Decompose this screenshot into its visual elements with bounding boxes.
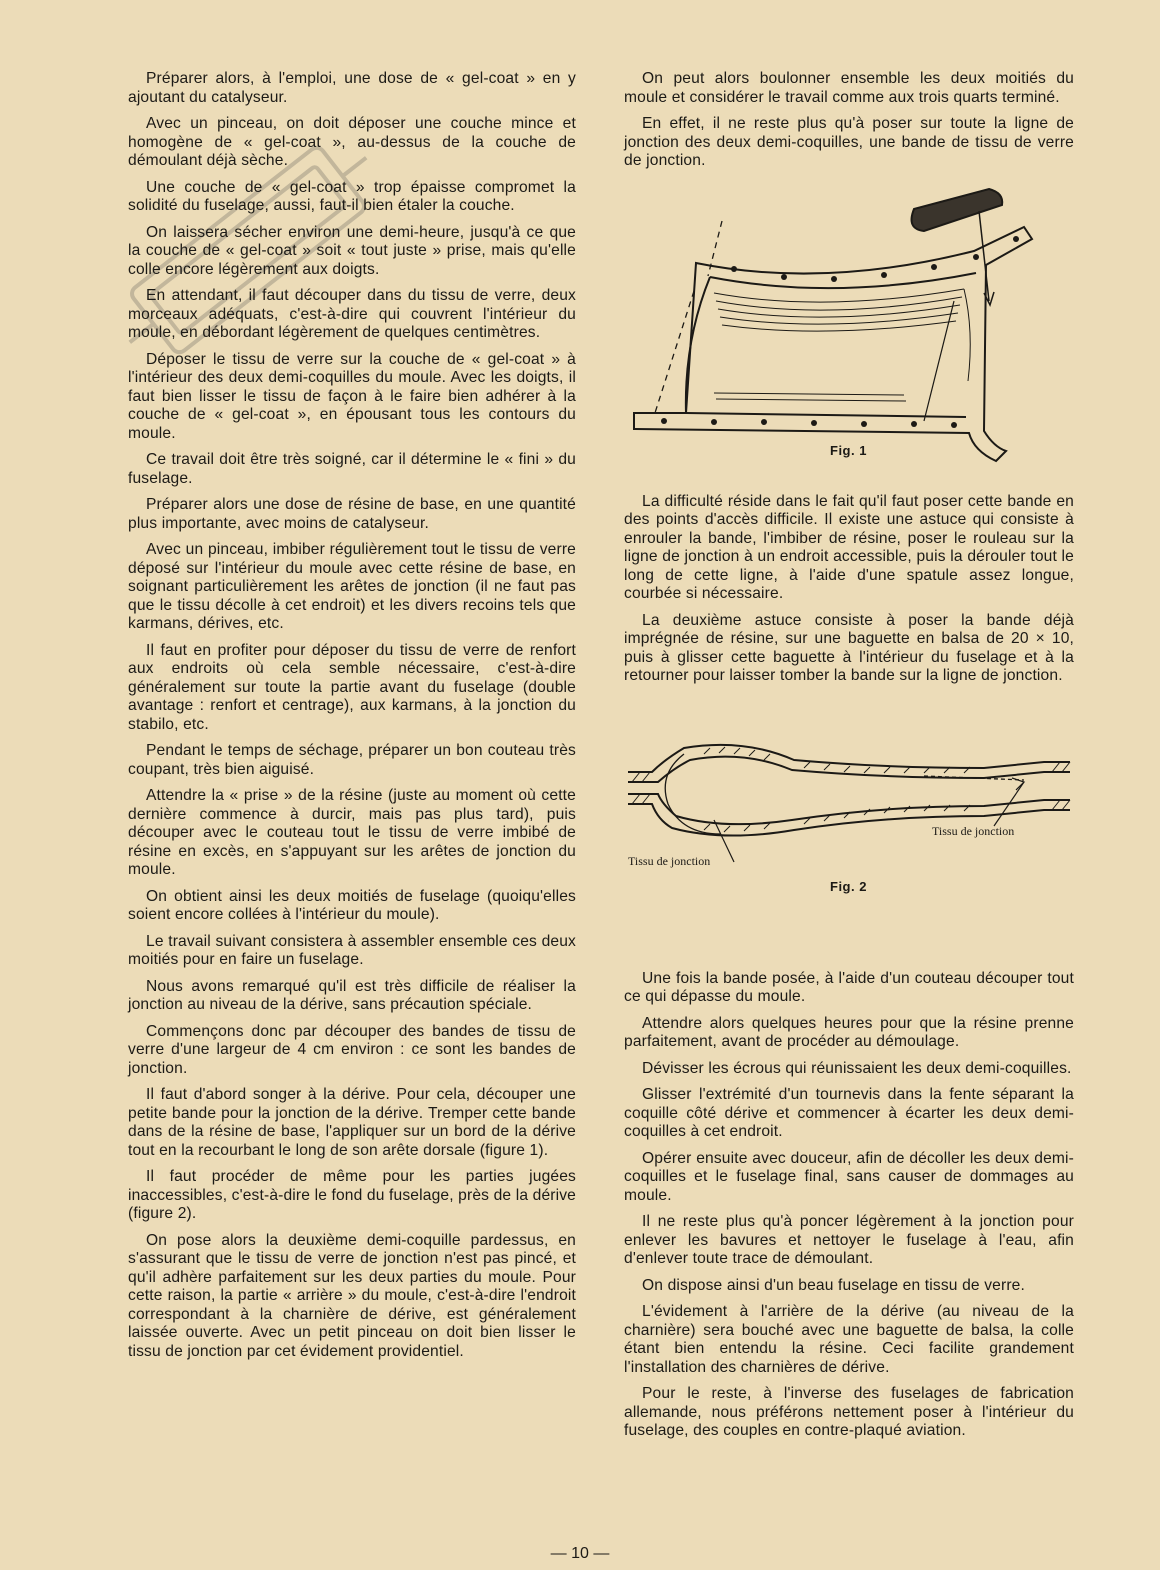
fig1-caption: Fig. 1 [830, 442, 867, 458]
paragraph: Dévisser les écrous qui réunissaient les deux demi-coquilles. [642, 1059, 1072, 1077]
paragraph: En effet, il ne reste plus qu'à poser sur toute la ligne de jonction des deux demi-coquilles, une bande de tissu de verre de jonction. [624, 115, 1074, 169]
paragraph: Attendre la « prise » de la résine (juste au moment où cette dernière commence à durcir, mais pas plus tard), puis découper avec le couteau tout le tissu de verre imbibé de résine en excès, en s'appuyant sur les arêtes de jonction du moule. [128, 787, 576, 878]
paragraph: On laissera sécher environ une demi-heure, jusqu'à ce que la couche de « gel-coat » soit « tout juste » prise, mais qu'elle colle encore légèrement aux doigts. [128, 223, 576, 278]
paragraph: On peut alors boulonner ensemble les deux moitiés du moule et considérer le travail comme aux trois quarts terminé. [624, 70, 1074, 106]
paragraph: Il faut en profiter pour déposer du tissu de verre de renfort aux endroits où cela semble nécessaire, c'est-à-dire généralement sur toute la partie avant du fuselage (double avantage : renfort et centrage), aux karmans, à la jonction du stabilo, etc. [128, 641, 576, 733]
figure-2 [624, 734, 1074, 958]
paragraph: Commençons donc par découper des bandes de tissu de verre d'une largeur de 4 cm environ : ce sont les bandes de jonction. [128, 1022, 576, 1077]
paragraph: Il ne reste plus qu'à poncer légèrement à la jonction pour enlever les bavures et nettoyer le fuselage à l'eau, afin d'enlever toute trace de démoulant. [624, 1213, 1074, 1267]
paragraph: La deuxième astuce consiste à poser la bande déjà imprégnée de résine, sur une baguette en balsa de 20 × 10, puis à glisser cette baguette à l'intérieur du fuselage et à la retourner pour laisser tomber la bande sur la ligne de jonction. [624, 611, 1074, 684]
paragraph: On dispose ainsi d'un beau fuselage en tissu de verre. [642, 1276, 1025, 1294]
right-column [624, 70, 1074, 1449]
fig2-label-right: Tissu de jonction [932, 823, 1015, 838]
paragraph: Ce travail doit être très soigné, car il détermine le « fini » du fuselage. [128, 451, 576, 487]
paragraph: Opérer ensuite avec douceur, afin de décoller les deux demi-coquilles et le fuselage final, sans causer de dommages au moule. [624, 1149, 1074, 1204]
left-column [128, 70, 576, 1369]
paragraph: On obtient ainsi les deux moitiés de fuselage (quoiqu'elles soient encore collées à l'intérieur du moule). [128, 887, 576, 923]
paragraph: Une couche de « gel-coat » trop épaisse compromet la solidité du fuselage, aussi, faut-il bien étaler la couche. [128, 178, 576, 214]
paragraph: La difficulté réside dans le fait qu'il faut poser cette bande en des points d'accès difficile. Il existe une astuce qui consiste à enrouler la bande, l'imbiber de résine, poser le rouleau sur la ligne de jonction à un endroit accessible, puis la dérouler tout le long de cette ligne, à l'aide d'une spatule assez longue, courbée si nécessaire. [624, 492, 1074, 602]
paragraph: En attendant, il faut découper dans du tissu de verre, deux morceaux adéquats, c'est-à-dire qui couvrent l'intérieur du moule, en débordant légèrement de quelques centimètres. [128, 287, 576, 341]
paragraph: Déposer le tissu de verre sur la couche de « gel-coat » à l'intérieur des deux demi-coquilles du moule. Avec les doigts, il faut bien lisser le tissu de façon à le faire bien adhérer à la couche de « gel-coat », en épousant tous les contours du moule. [128, 350, 576, 442]
paragraph: Le travail suivant consistera à assembler ensemble ces deux moitiés pour en faire un fuselage. [128, 932, 576, 968]
paragraph: Attendre alors quelques heures pour que la résine prenne parfaitement, avant de procéder au démoulage. [624, 1014, 1074, 1050]
paragraph: L'évidement à l'arrière de la dérive (au niveau de la charnière) sera bouché avec une baguette de balsa, la colle étant bien entendu la résine. Ceci facilite grandement l'installation des charnières de dérive. [624, 1303, 1074, 1376]
paragraph: Avec un pinceau, imbiber régulièrement tout le tissu de verre déposé sur l'intérieur du moule avec cette résine de base, en soignant particulièrement les arêtes de jonction (il ne faut pas que le tissu décolle à cet endroit) et les divers recoins tels que karmans, dérives, etc. [128, 541, 576, 632]
paragraph: Une fois la bande posée, à l'aide d'un couteau découper tout ce qui dépasse du moule. [624, 969, 1074, 1005]
paragraph: Nous avons remarqué qu'il est très difficile de réaliser la jonction au niveau de la dérive, sans précaution spéciale. [128, 977, 576, 1013]
paragraph: Glisser l'extrémité d'un tournevis dans la fente séparant la coquille côté dérive et commencer à écarter les deux demi-coquilles à cet endroit. [624, 1086, 1074, 1140]
paragraph: Il faut d'abord songer à la dérive. Pour cela, découper une petite bande pour la jonction de la dérive. Tremper cette bande dans de la résine de base, l'appliquer sur un bord de la dérive tout en la recourbant le long de son arête dorsale (figure 1). [128, 1086, 576, 1159]
paragraph: On pose alors la deuxième demi-coquille pardessus, en s'assurant que le tissu de verre de jonction n'est pas pincé, et qu'il adhère parfaitement sur les deux parties du moule. Pour cette raison, la partie « arrière » du moule, c'est-à-dire l'endroit correspondant à la charnière de dérive, est généralement laissée ouverte. Avec un petit pinceau on doit bien lisser le tissu de jonction par cet évidement providentiel. [128, 1231, 576, 1360]
page-number: — 10 — [550, 1545, 610, 1562]
paragraph: Avec un pinceau, on doit déposer une couche mince et homogène de « gel-coat », au-dessus de la couche de démoulant déjà sèche. [128, 115, 576, 169]
paragraph: Pour le reste, à l'inverse des fuselages de fabrication allemande, nous préférons nettement poser à l'intérieur du fuselage, des couples en contre-plaqué aviation. [624, 1385, 1074, 1439]
fig1-drawing [624, 181, 1074, 481]
paragraph: Préparer alors une dose de résine de base, en une quantité plus importante, avec moins de catalyseur. [128, 496, 576, 532]
figure-1 [624, 181, 1074, 481]
fig2-label-left: Tissu de jonction [628, 853, 711, 868]
paragraph: Pendant le temps de séchage, préparer un bon couteau très coupant, très bien aiguisé. [128, 742, 576, 778]
paragraph: Préparer alors, à l'emploi, une dose de « gel-coat » en y ajoutant du catalyseur. [128, 70, 576, 106]
fig2-caption: Fig. 2 [830, 878, 867, 894]
paragraph: Il faut procéder de même pour les parties jugées inaccessibles, c'est-à-dire le fond du fuselage, près de la dérive (figure 2). [128, 1168, 577, 1222]
